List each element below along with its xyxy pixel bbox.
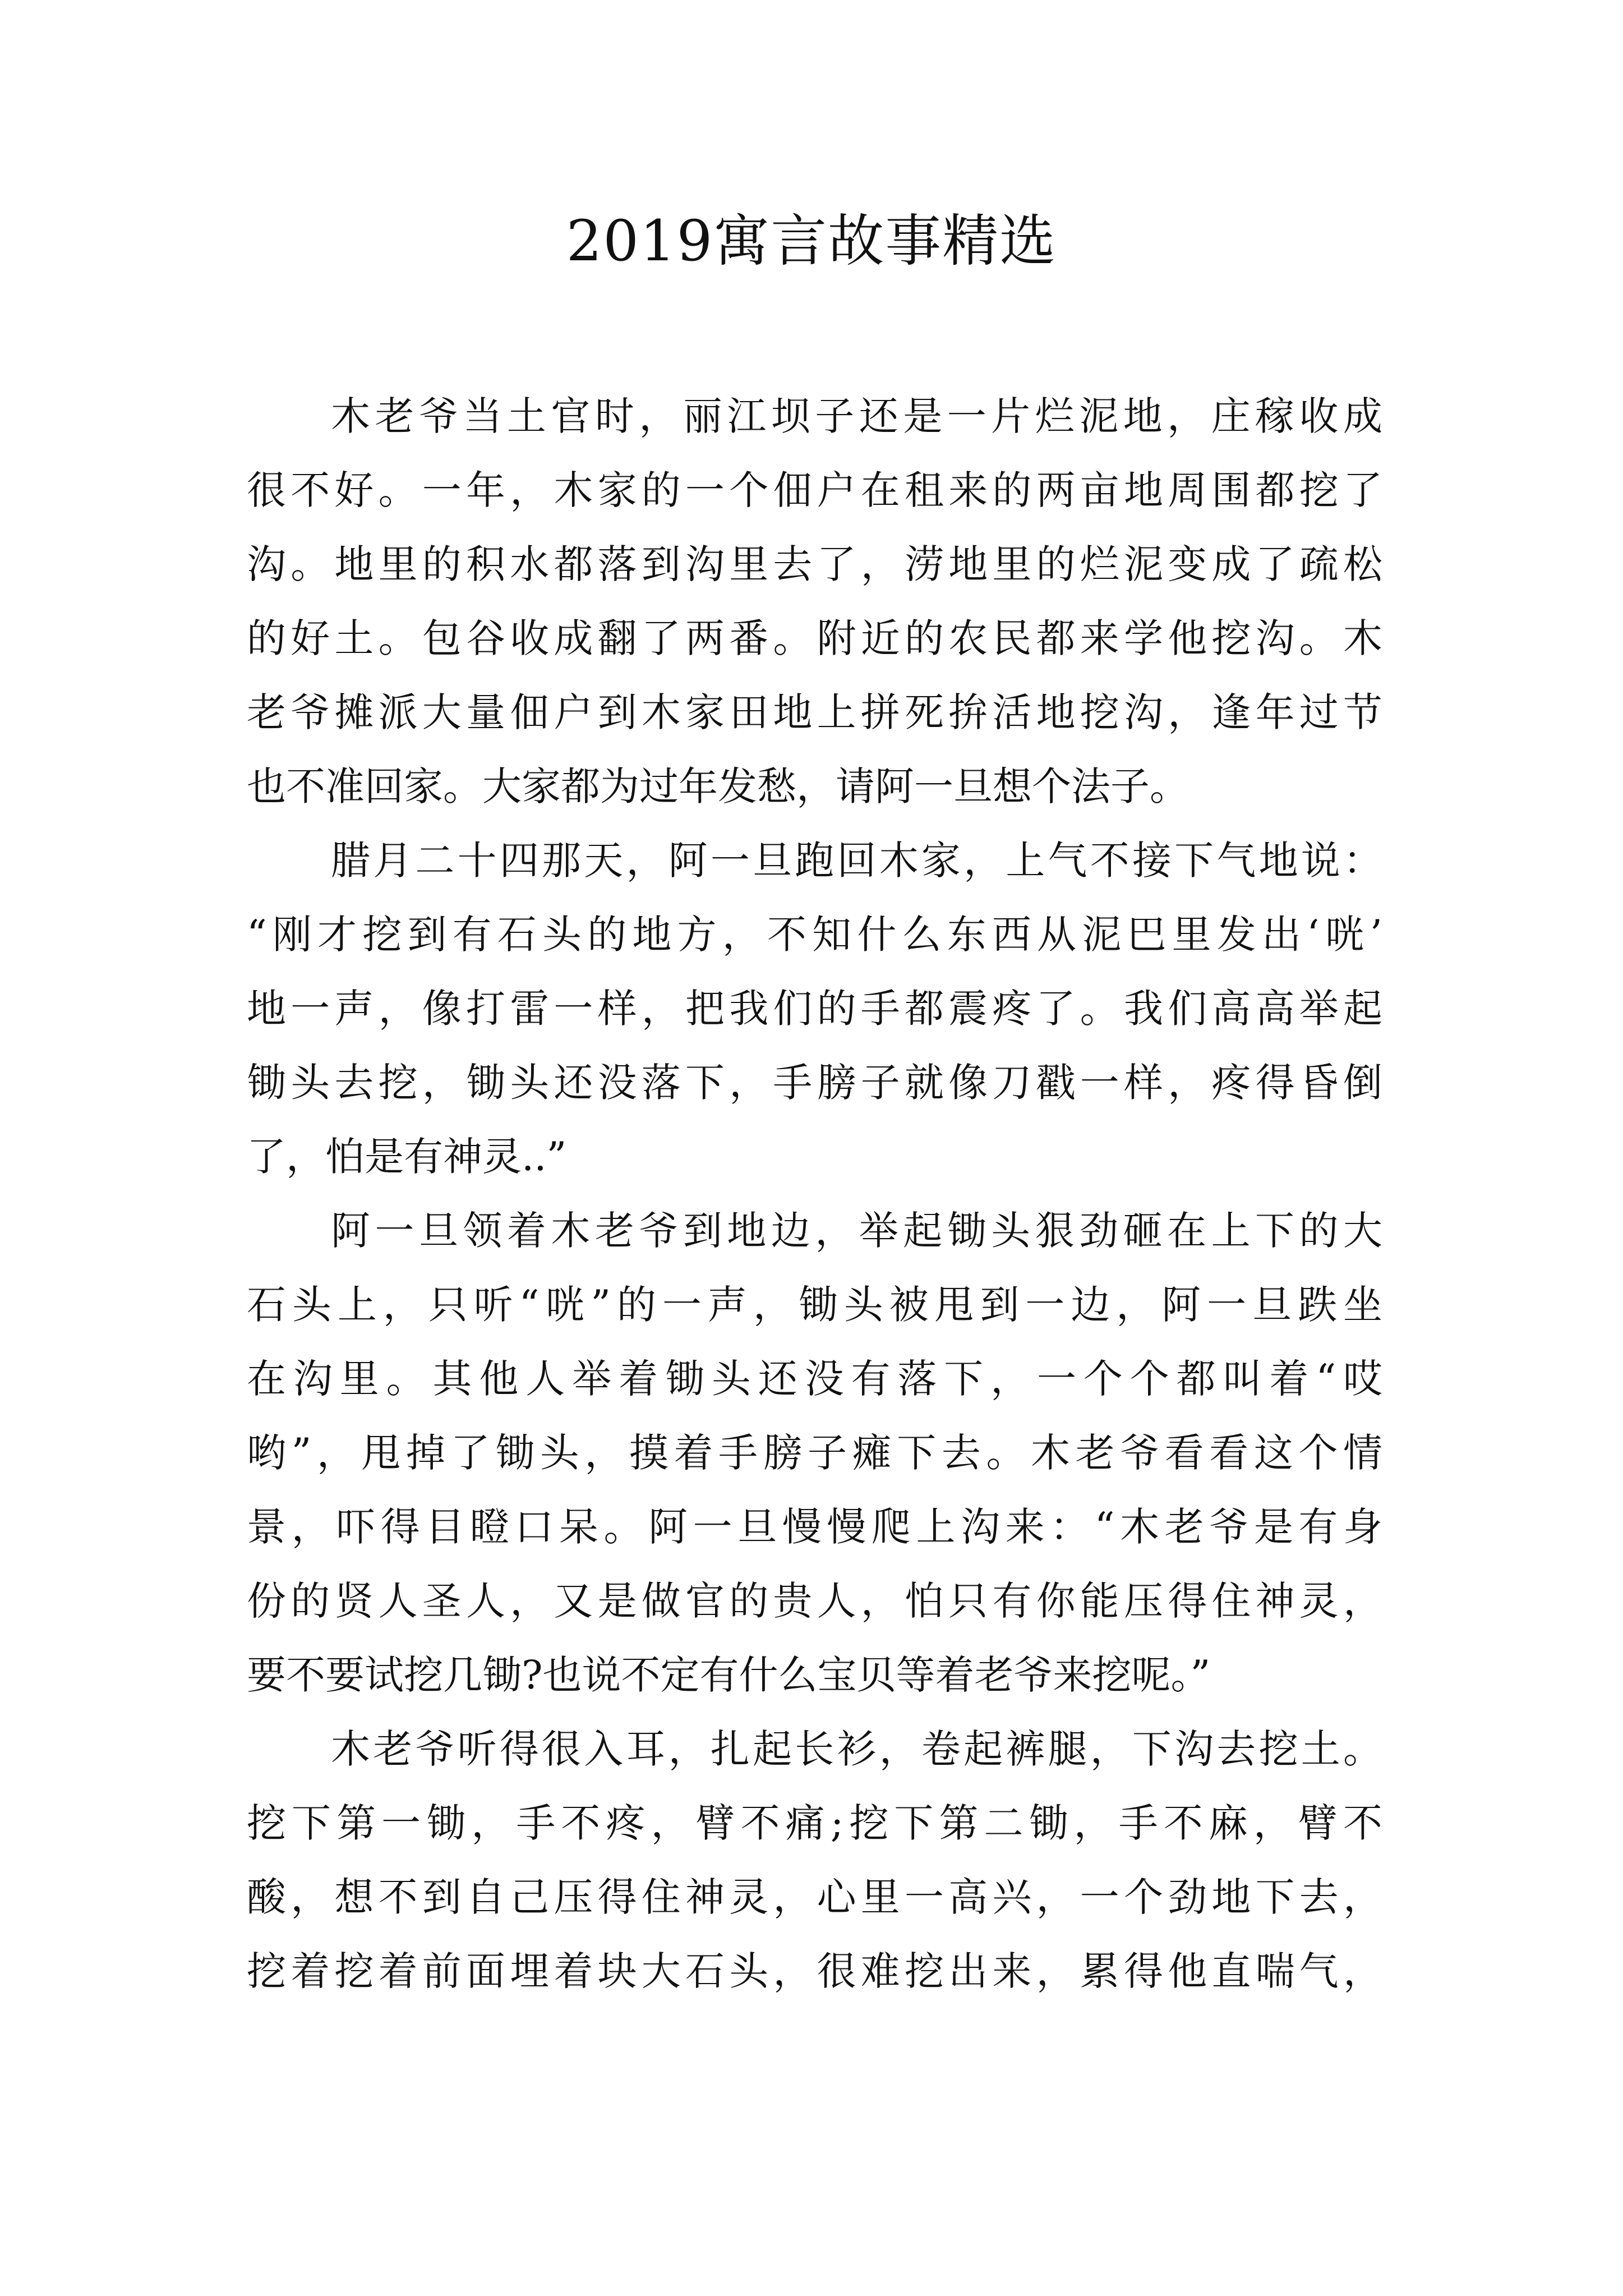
paragraph-line: 在沟里。其他人举着锄头还没有落下，一个个都叫着“哎 <box>247 1356 1382 1402</box>
paragraph-line: “刚才挖到有石头的地方，不知什么东西从泥巴里发出‘咣’ <box>247 912 1382 958</box>
paragraph-line: 哟”，甩掉了锄头，摸着手膀子瘫下去。木老爷看看这个情 <box>247 1430 1382 1476</box>
paragraph-line: 要不要试挖几锄?也说不定有什么宝贝等着老爷来挖呢。” <box>247 1652 1211 1698</box>
paragraph-line: 锄头去挖，锄头还没落下，手膀子就像刀戳一样，疼得昏倒 <box>247 1060 1382 1106</box>
paragraph-line: 也不准回家。大家都为过年发愁，请阿一旦想个法子。 <box>247 763 1189 809</box>
paragraph-line: 阿一旦领着木老爷到地边，举起锄头狠劲砸在上下的大 <box>331 1208 1382 1254</box>
paragraph-line: 腊月二十四那天，阿一旦跑回木家，上气不接下气地说： <box>331 838 1382 884</box>
paragraph-line: 老爷摊派大量佃户到木家田地上拼死拚活地挖沟，逢年过节 <box>247 689 1382 735</box>
paragraph-line: 很不好。一年，木家的一个佃户在租来的两亩地周围都挖了 <box>247 467 1382 513</box>
paragraph-line: 景，吓得目瞪口呆。阿一旦慢慢爬上沟来：“木老爷是有身 <box>247 1504 1382 1550</box>
paragraph-line: 挖下第一锄，手不疼，臂不痛;挖下第二锄，手不麻，臂不 <box>247 1800 1382 1846</box>
document-body <box>247 379 1382 2008</box>
paragraph-line: 的好土。包谷收成翻了两番。附近的农民都来学他挖沟。木 <box>247 615 1382 661</box>
paragraph-line: 石头上，只听“咣”的一声，锄头被甩到一边，阿一旦跌坐 <box>247 1282 1382 1328</box>
paragraph-line: 份的贤人圣人，又是做官的贵人，怕只有你能压得住神灵， <box>247 1578 1382 1624</box>
paragraph-line: 酸，想不到自己压得住神灵，心里一高兴，一个劲地下去， <box>247 1874 1382 1920</box>
paragraph-line: 了，怕是有神灵..” <box>247 1134 567 1180</box>
paragraph-line: 地一声，像打雷一样，把我们的手都震疼了。我们高高举起 <box>247 986 1382 1032</box>
paragraph-line: 木老爷听得很入耳，扎起长衫，卷起裤腿，下沟去挖土。 <box>331 1726 1382 1772</box>
document-title: 2019寓言故事精选 <box>566 208 1057 274</box>
paragraph-line: 木老爷当土官时，丽江坝子还是一片烂泥地，庄稼收成 <box>331 393 1382 439</box>
paragraph-line: 沟。地里的积水都落到沟里去了，涝地里的烂泥变成了疏松 <box>247 541 1382 587</box>
paragraph-line: 挖着挖着前面埋着块大石头，很难挖出来，累得他直喘气， <box>247 1948 1382 1994</box>
